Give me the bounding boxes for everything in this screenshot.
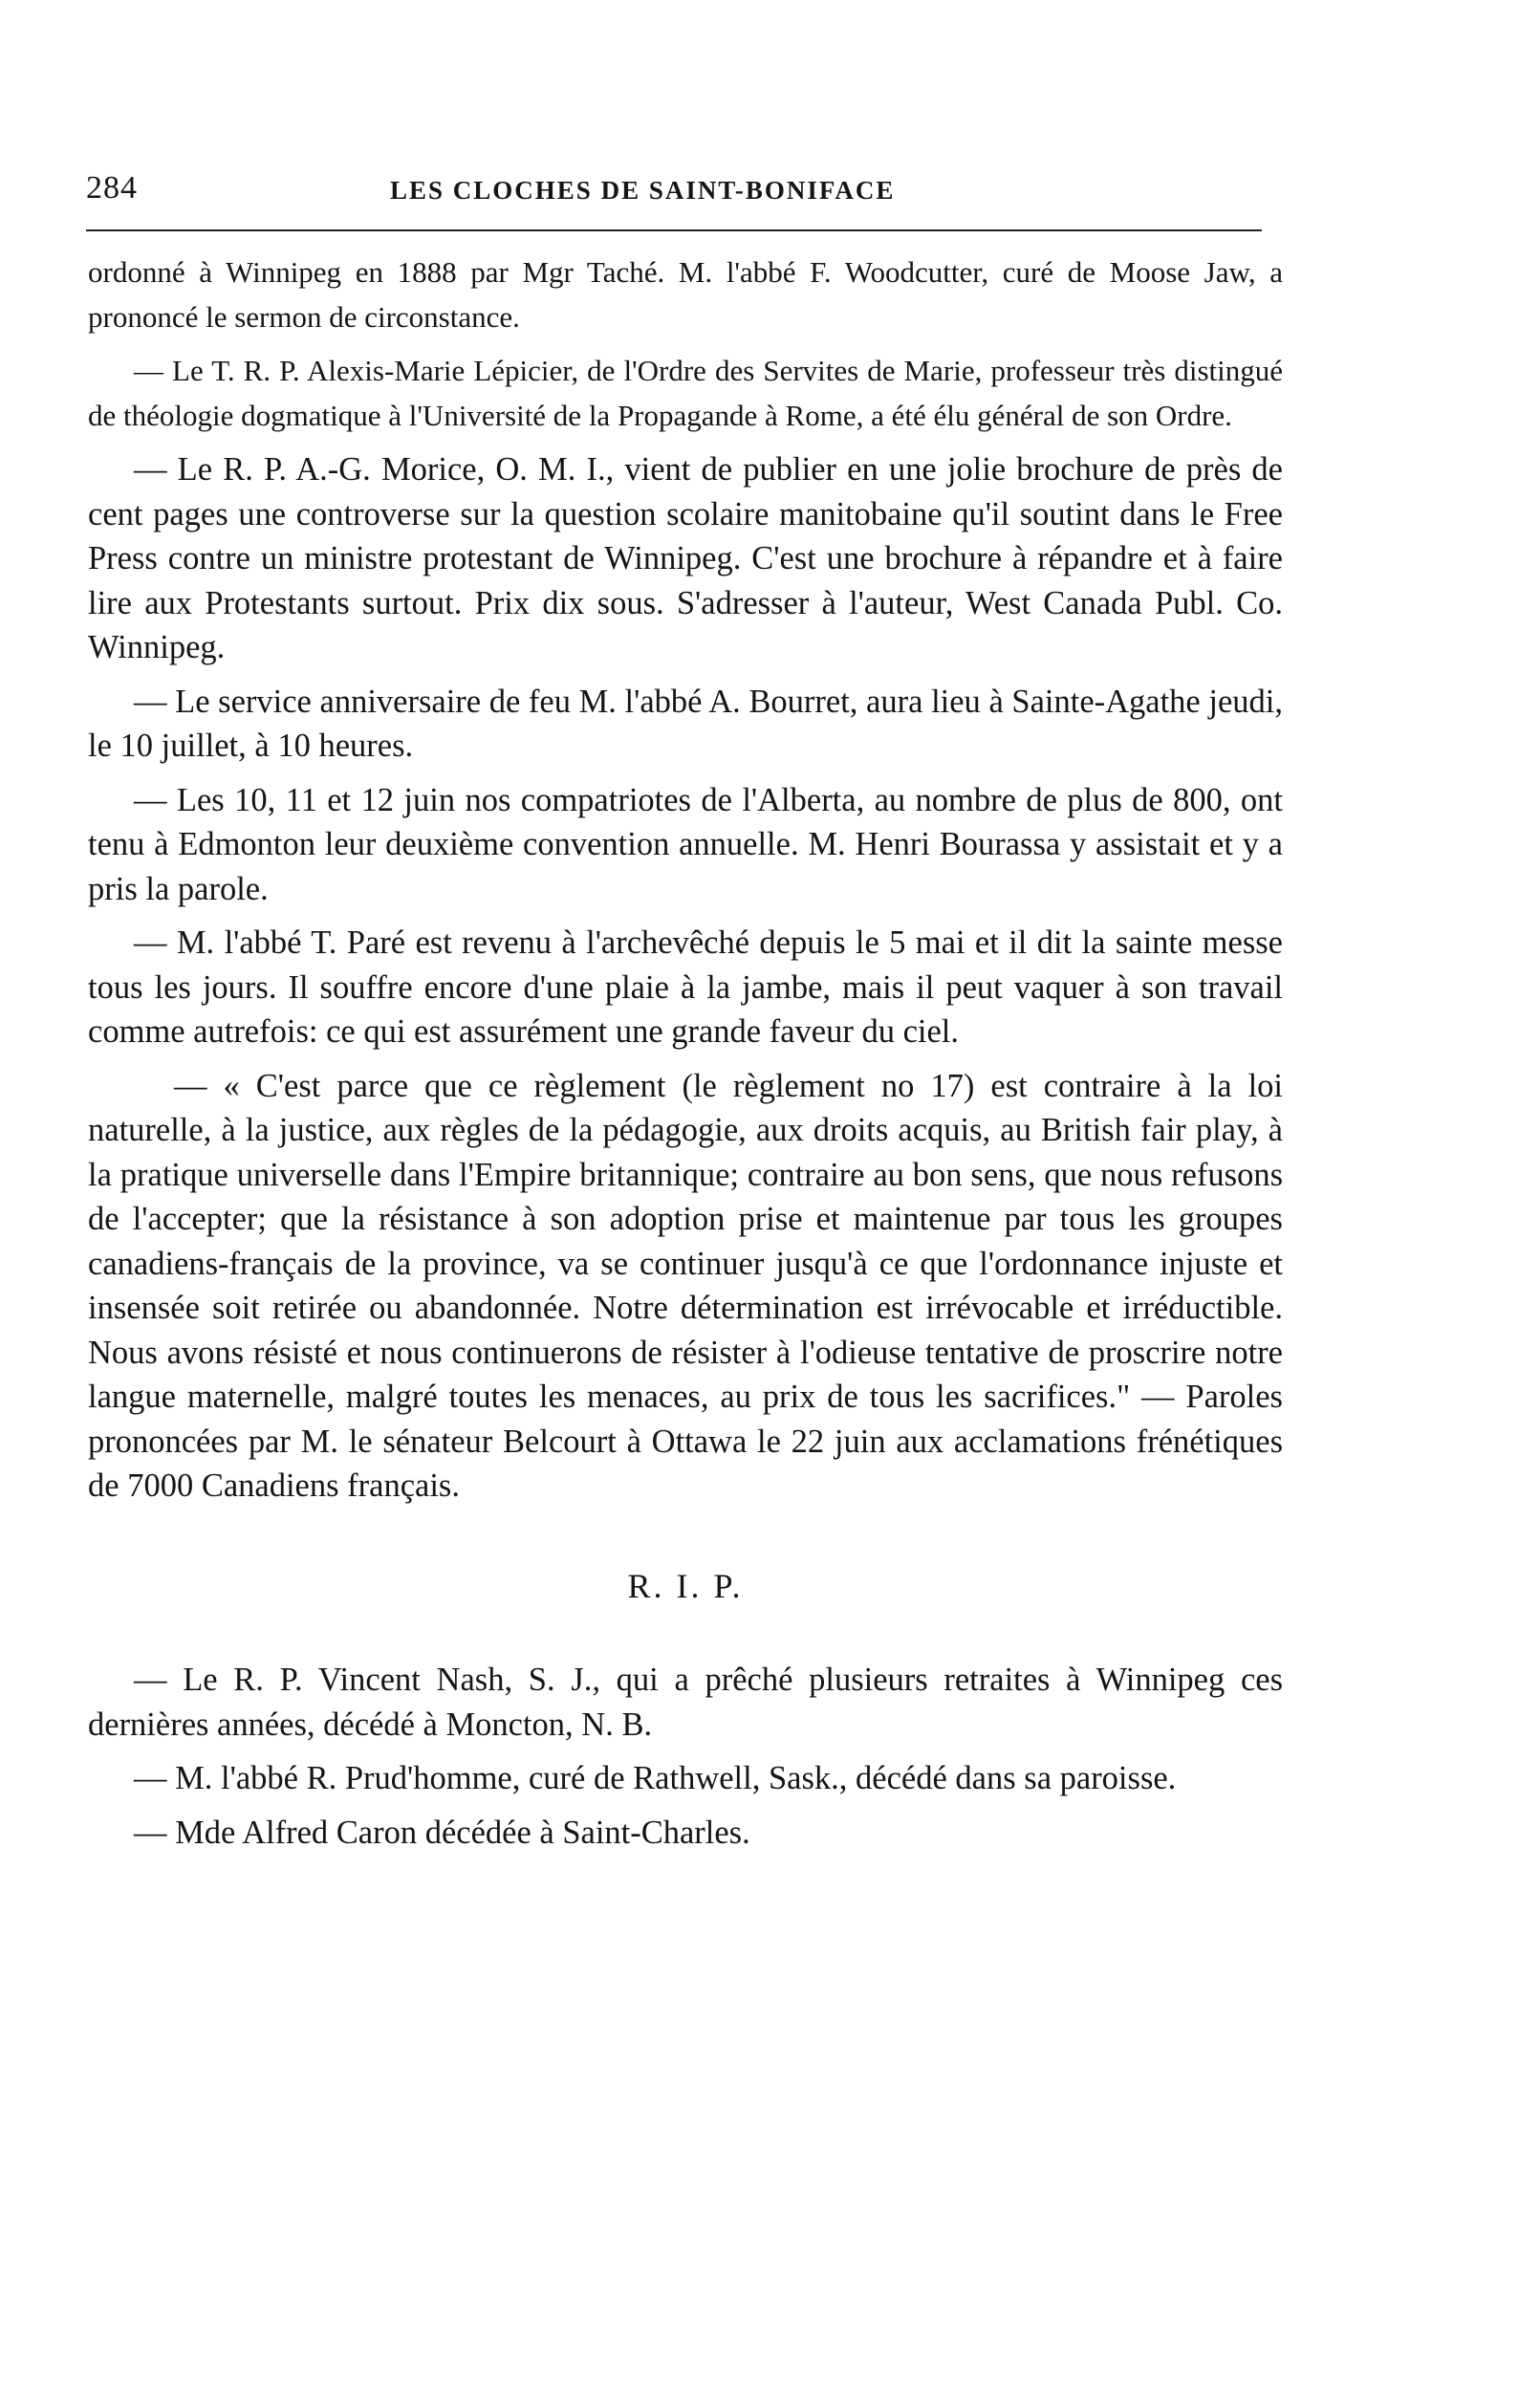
page-header [86,170,1262,216]
rip-item-prudhomme: — M. l'abbé R. Prud'homme, curé de Rathwell, Sask., décédé dans sa paroisse. [134,1760,1177,1796]
rip-item-caron: — Mde Alfred Caron décédée à Saint-Charles. [134,1814,750,1851]
paragraph-continuation: ordonné à Winnipeg en 1888 par Mgr Taché. M. l'abbé F. Woodcutter, curé de Moose Jaw, a prononcé le sermon de circonstance. [88,255,1283,334]
paragraph-alberta: — Les 10, 11 et 12 juin nos compatriotes de l'Alberta, au nombre de plus de 800, ont tenu à Edmonton leur deuxième convention annuelle. M. Henri Bourassa y assistait et y a pris la parole. [88,781,1283,907]
rip-item-nash: — Le R. P. Vincent Nash, S. J., qui a prêché plusieurs retraites à Winnipeg ces dernières années, décédé à Moncton, N. B. [88,1662,1283,1743]
paragraph-lepicier: — Le T. R. P. Alexis-Marie Lépicier, de l'Ordre des Servites de Marie, professeur très distingué de théologie dogmatique à l'Université de la Propagande à Rome, a été élu général de son Ordre. [88,354,1283,432]
paragraph-pare: — M. l'abbé T. Paré est revenu à l'archevêché depuis le 5 mai et il dit la sainte messe tous les jours. Il souffre encore d'une plaie à la jambe, mais il peut vaquer à son travail comme autrefois: ce qui est assurément une grande faveur du ciel. [88,924,1283,1050]
page-number: 284 [86,170,138,206]
paragraph-morice: — Le R. P. A.-G. Morice, O. M. I., vient de publier en une jolie brochure de près de cent pages une controverse sur la question scolaire manitobaine qu'il soutint dans le Free Press contre un ministre protestant de Winnipeg. C'est une brochure à répandre et à faire lire aux Protestants surtout. Prix dix sous. S'adresser à l'auteur, West Canada Publ. Co. Winnipeg. [88,451,1283,665]
header-rule [86,229,1262,231]
running-title: LES CLOCHES DE SAINT-BONIFACE [390,176,896,205]
body-text [88,250,1283,1864]
paragraph-bourret: — Le service anniversaire de feu M. l'abbé A. Bourret, aura lieu à Sainte-Agathe jeudi, le 10 juillet, à 10 heures. [88,683,1283,764]
section-title-rip: R. I. P. [627,1566,744,1605]
paragraph-belcourt-quote: — « C'est parce que ce règlement (le règlement no 17) est contraire à la loi naturelle, à la justice, aux règles de la pédagogie, aux droits acquis, au British fair play, à la pratique universelle dans l'Empire britannique; contraire au bon sens, que nous refusons de l'accepter; que la résistance à son adoption prise et maintenue par tous les groupes canadiens-français de la province, va se continuer jusqu'à ce que l'ordonnance injuste et insensée soit retirée ou abandonnée. Notre détermination est irrévocable et irréductible. Nous avons résisté et nous continuerons de résister à l'odieuse tentative de proscrire notre langue maternelle, malgré toutes les menaces, au prix de tous les sacrifices." — Paroles prononcées par M. le sénateur Belcourt à Ottawa le 22 juin aux acclamations frénétiques de 7000 Canadiens français. [88,1067,1283,1504]
